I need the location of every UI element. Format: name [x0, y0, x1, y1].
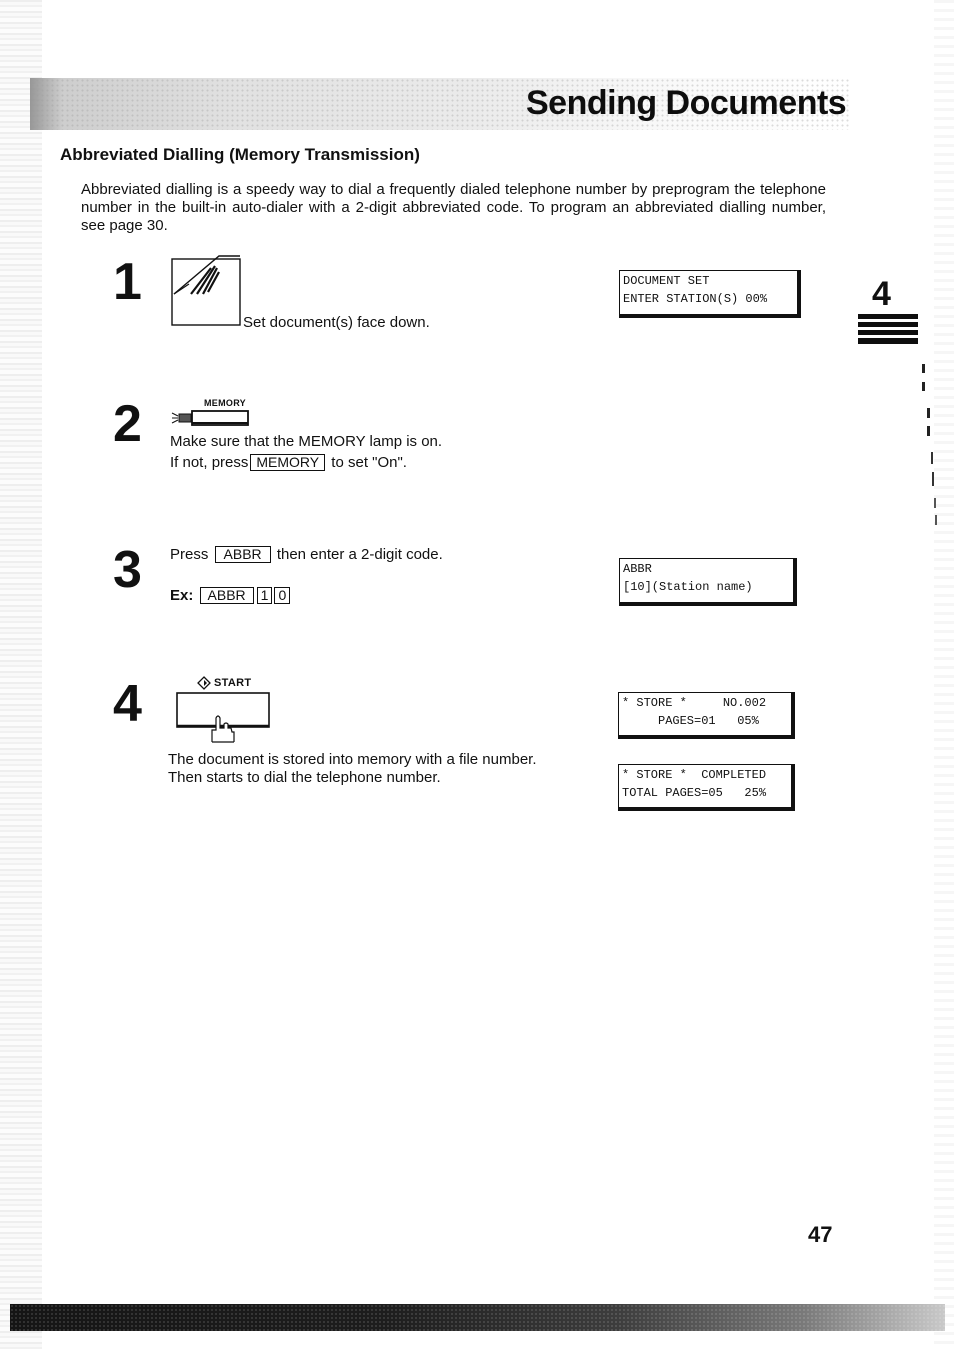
step-2-set-text: to set "On".	[331, 454, 407, 471]
step-3-press-text: Press	[170, 546, 209, 563]
lcd-line: * STORE * COMPLETED	[622, 768, 767, 782]
lcd-line: * STORE * NO.002	[622, 696, 767, 710]
lcd-display-step-1	[619, 270, 801, 318]
lcd-display-step-4-b	[618, 764, 795, 811]
start-button-icon[interactable]	[176, 692, 272, 744]
scan-edge-left	[0, 0, 42, 1349]
memory-lamp-icon[interactable]	[170, 408, 252, 428]
page-title: Sending Documents	[526, 84, 847, 122]
step-2-press-text: If not, press	[170, 454, 249, 471]
step-1-number: 1	[113, 253, 142, 311]
lcd-line: PAGES=01 05%	[622, 714, 759, 728]
chapter-tab-bar	[858, 338, 918, 344]
step-3-example	[170, 586, 291, 605]
lcd-display-step-4-a	[618, 692, 795, 739]
start-diamond-icon	[197, 676, 211, 690]
memory-key[interactable]: MEMORY	[250, 454, 325, 471]
chapter-tab-bar	[858, 322, 918, 327]
lcd-line: ENTER STATION(S) 00%	[623, 292, 768, 306]
lcd-line: [10](Station name)	[623, 580, 753, 594]
chapter-tab-bar	[858, 314, 918, 319]
step-2-line-1: Make sure that the MEMORY lamp is on.	[170, 433, 443, 450]
lcd-display-step-3	[619, 558, 797, 606]
example-digit-1-key[interactable]: 1	[257, 587, 273, 604]
memory-button-label: MEMORY	[204, 398, 246, 408]
lcd-line: ABBR	[623, 562, 652, 576]
footer-band-texture	[10, 1304, 945, 1331]
lcd-line: TOTAL PAGES=05 25%	[622, 786, 767, 800]
binding-marks	[914, 360, 938, 530]
abbr-key[interactable]: ABBR	[215, 546, 271, 563]
page-number: 47	[808, 1222, 833, 1247]
step-4-number: 4	[113, 675, 142, 733]
start-button-label: START	[214, 677, 252, 689]
step-3-enter-text: then enter a 2-digit code.	[276, 546, 443, 563]
step-4-line-1: The document is stored into memory with a file number.	[168, 751, 537, 768]
intro-paragraph: Abbreviated dialling is a speedy way to dial a frequently dialed telephone number by preprogram the telephone number in the built-in auto-dialer with a 2-digit abbreviated code. To program an abbreviated dialling number, see page 30.	[81, 181, 826, 234]
step-3-line-1	[170, 545, 443, 564]
step-3-number: 3	[113, 541, 142, 599]
step-2-number: 2	[113, 395, 142, 453]
step-1-text: Set document(s) face down.	[243, 314, 430, 331]
lcd-line: DOCUMENT SET	[623, 274, 710, 288]
section-heading: Abbreviated Dialling (Memory Transmission)	[60, 145, 420, 164]
scan-edge-right	[934, 0, 954, 1349]
chapter-tab-bar	[858, 330, 918, 335]
example-digit-0-key[interactable]: 0	[274, 587, 290, 604]
document-facedown-icon	[171, 254, 243, 328]
step-4-line-2: Then starts to dial the telephone number.	[168, 769, 441, 786]
example-abbr-key[interactable]: ABBR	[200, 587, 254, 604]
step-2-line-2	[170, 453, 407, 472]
example-label: Ex:	[170, 587, 194, 604]
chapter-tab-number: 4	[872, 275, 891, 313]
